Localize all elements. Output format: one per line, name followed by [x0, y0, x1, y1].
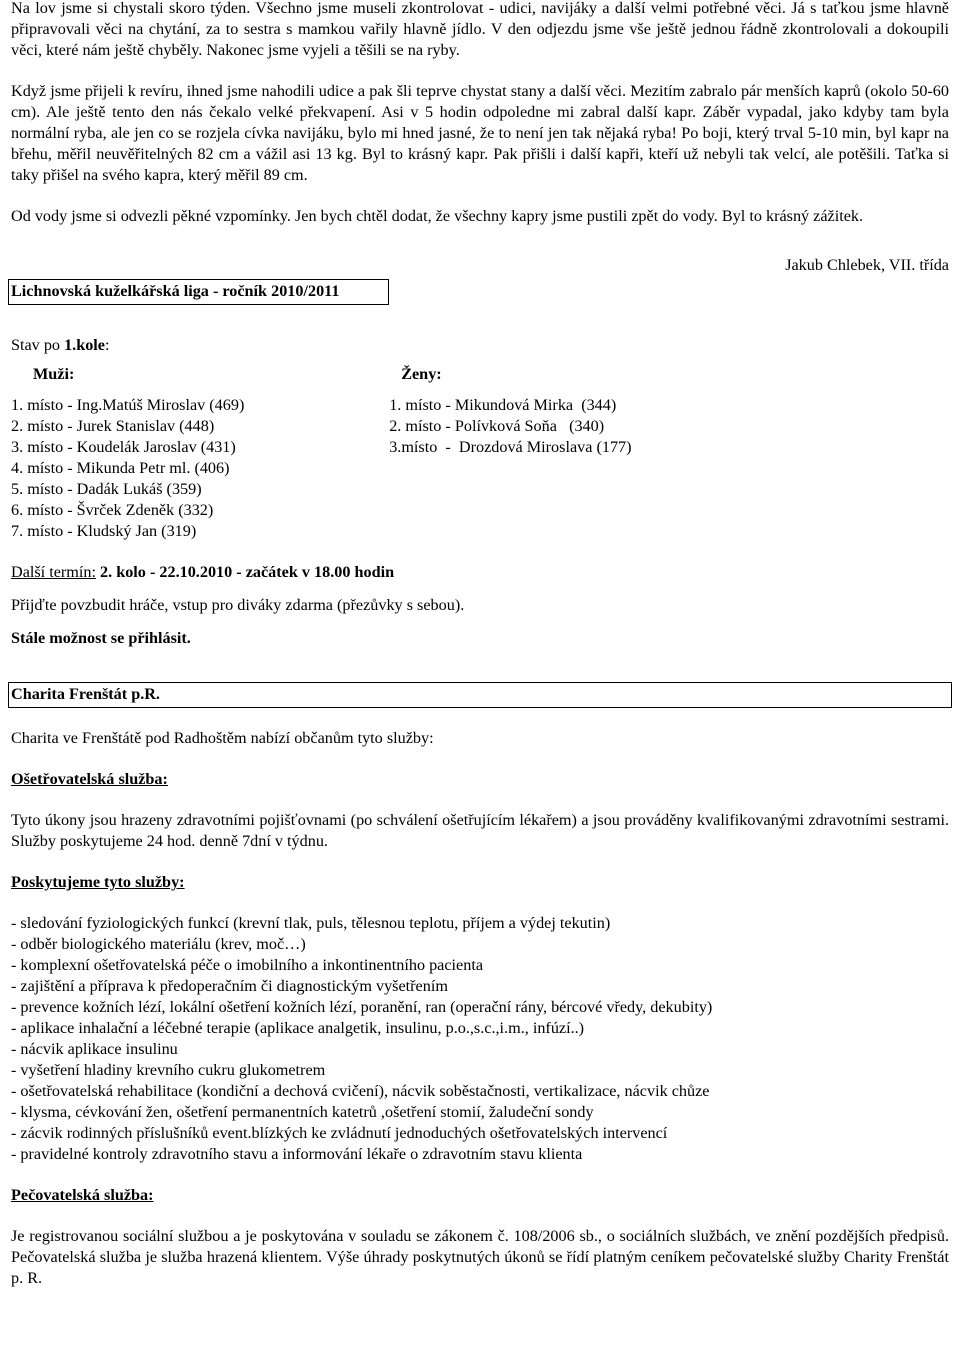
- services-heading: Poskytujeme tyto služby:: [11, 873, 185, 891]
- men-rank-6: 6. místo - Švrček Zdeněk (332): [11, 501, 214, 519]
- women-rank-1: 1. místo - Mikundová Mirka (344): [389, 396, 617, 414]
- women-results: [389, 364, 949, 542]
- story-paragraph-1: Na lov jsme si chystali skoro týden. Všechno jsme museli zkontrolovat - udici, navijáky a další velmi potřebné věci. Já s taťkou jsme hlavně připravovali věci na chytání, za to sestra s mamkou vařily hlavně jídlo. V den odjezdu jsme vše ještě jednou řádně zkontrolovali a dokoupili věci, které nám ještě chyběly. Nakonec jsme vyjeli a těšili se na ryby.: [11, 0, 949, 59]
- services-list: [11, 913, 949, 1165]
- care-text: Je registrovanou sociální službou a je poskytována v souladu se zákonem č. 108/2006 sb., o sociálních službách, ve znění pozdějších předpisů. Pečovatelská služba je služba hrazená klientem. Výše úhrady poskytnutých úkonů se řídí platným ceníkem pečovatelské služby Charity Frenštát p. R.: [11, 1227, 949, 1287]
- league-invite: Přijďte povzbudit hráče, vstup pro diváky zdarma (přezůvky s sebou).: [11, 596, 465, 614]
- charity-title: Charita Frenštát p.R.: [8, 682, 952, 708]
- bowling-league: [11, 279, 949, 649]
- list-item: - aplikace inhalační a léčebné terapie (aplikace analgetik, insulinu, p.o.,s.c.,i.m., infúzí..): [11, 1019, 585, 1037]
- list-item: - klysma, cévkování žen, ošetření permanentních katetrů ,ošetření stomií, žaludeční sondy: [11, 1103, 594, 1121]
- list-item: - vyšetření hladiny krevního cukru glukometrem: [11, 1061, 326, 1079]
- league-title: Lichnovská kuželkářská liga - ročník 2010/2011: [8, 279, 389, 305]
- story-author: Jakub Chlebek, VII. třída: [785, 256, 949, 274]
- men-rank-4: 4. místo - Mikunda Petr ml. (406): [11, 459, 230, 477]
- list-item: - nácvik aplikace insulinu: [11, 1040, 178, 1058]
- nursing-heading: Ošetřovatelská služba:: [11, 770, 168, 788]
- men-rank-1: 1. místo - Ing.Matúš Miroslav (469): [11, 396, 245, 414]
- men-results: [11, 364, 399, 542]
- document-page: [11, 0, 949, 1289]
- list-item: - prevence kožních lézí, lokální ošetření kožních lézí, poranění, ran (operační rány, bércové vředy, dekubity): [11, 998, 713, 1016]
- nursing-text: Tyto úkony jsou hrazeny zdravotními pojišťovnami (po schválení ošetřujícím lékařem) a jsou prováděny kvalifikovanými zdravotními sestrami. Služby poskytujeme 24 hod. denně 7dní v týdnu.: [11, 811, 949, 850]
- list-item: - sledování fyziologických funkcí (krevní tlak, puls, tělesnou teplotu, příjem a výdej tekutin): [11, 914, 611, 932]
- women-rank-2: 2. místo - Polívková Soňa (340): [389, 417, 605, 435]
- women-heading: Ženy:: [401, 365, 442, 383]
- league-next-date: Další termín: 2. kolo - 22.10.2010 - začátek v 18.00 hodin: [11, 563, 395, 581]
- list-item: - odběr biologického materiálu (krev, moč…): [11, 935, 306, 953]
- league-status: Stav po 1.kole:: [11, 336, 110, 354]
- list-item: - zajištění a příprava k předoperačním či diagnostickým vyšetřením: [11, 977, 448, 995]
- league-results: [11, 364, 949, 542]
- men-rank-3: 3. místo - Koudelák Jaroslav (431): [11, 438, 236, 456]
- list-item: - pravidelné kontroly zdravotního stavu a informování lékaře o zdravotním stavu klienta: [11, 1145, 583, 1163]
- list-item: - ošetřovatelská rehabilitace (kondiční a dechová cvičení), nácvik soběstačnosti, vertikalizace, nácvik chůze: [11, 1082, 710, 1100]
- fishing-story: [11, 0, 949, 276]
- men-rank-2: 2. místo - Jurek Stanislav (448): [11, 417, 215, 435]
- list-item: - zácvik rodinných příslušníků event.blízkých ke zvládnutí jednoduchých ošetřovatelských intervencí: [11, 1124, 668, 1142]
- men-heading: Muži:: [33, 365, 75, 383]
- story-paragraph-3: Od vody jsme si odvezli pěkné vzpomínky. Jen bych chtěl dodat, že všechny kapry jsme pustili zpět do vody. Byl to krásný zážitek.: [11, 207, 864, 225]
- women-rank-3: 3.místo - Drozdová Miroslava (177): [389, 438, 632, 456]
- care-heading: Pečovatelská služba:: [11, 1186, 154, 1204]
- charity-intro: Charita ve Frenštátě pod Radhoštěm nabízí občanům tyto služby:: [11, 729, 434, 747]
- men-rank-7: 7. místo - Kludský Jan (319): [11, 522, 197, 540]
- story-paragraph-2: Když jsme přijeli k revíru, ihned jsme nahodili udice a pak šli teprve chystat stany a další věci. Mezitím zabralo pár menších kaprů (okolo 50-60 cm). Ale ještě tento den nás čekalo velké překvapení. Asi v 5 hodin odpoledne mi zabral další kapr. Záběr vypadal, jako kdyby tam byla normální ryba, ale jen co se rozjela cívka navijáku, bylo mi hned jasné, že to není jen tak nějaká ryba! Po boji, který trval 5-10 min, byl kapr na břehu, měřil neuvěřitelných 82 cm a vážil asi 13 kg. Byl to krásný kapr. Pak přišli i další kapři, kteří už nebyli tak velcí, ale potěšili. Taťka si taky přišel na svého kapra, který měřil 89 cm.: [11, 82, 949, 184]
- league-signup: Stále možnost se přihlásit.: [11, 629, 191, 647]
- charity-section: [11, 682, 949, 1289]
- men-rank-5: 5. místo - Dadák Lukáš (359): [11, 480, 202, 498]
- list-item: - komplexní ošetřovatelská péče o imobilního a inkontinentního pacienta: [11, 956, 484, 974]
